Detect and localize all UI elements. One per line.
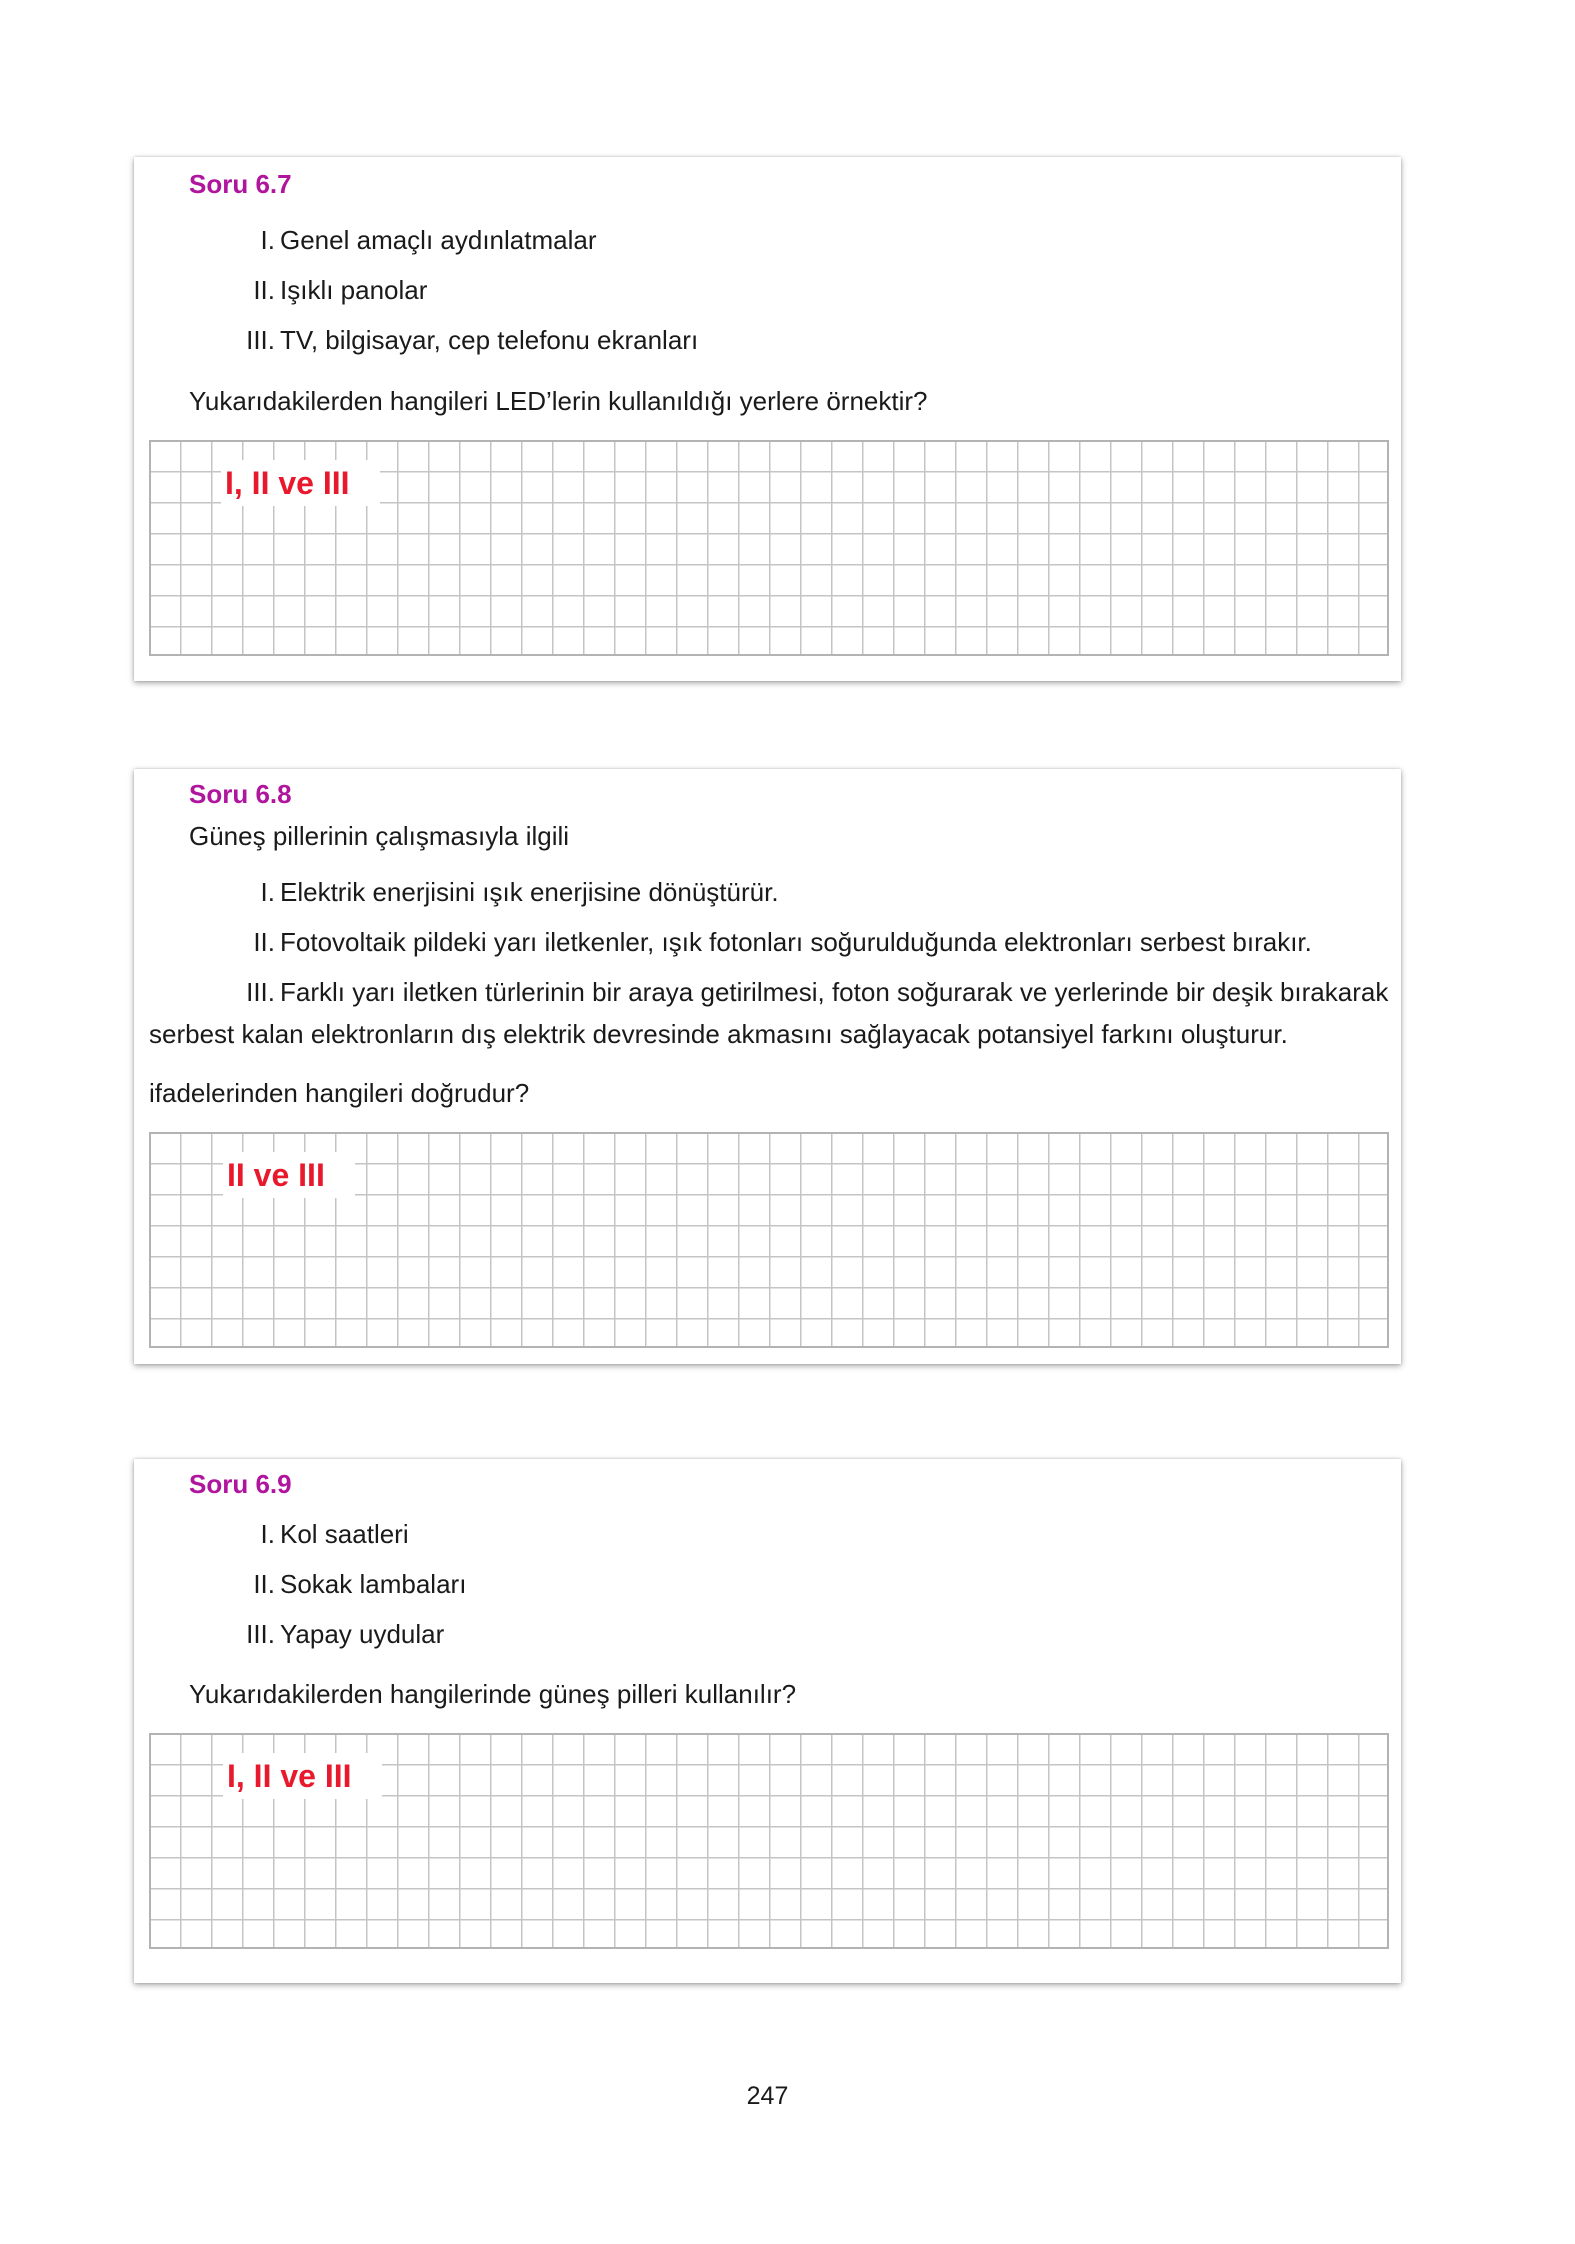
answer-grid [149,1132,1389,1348]
answer-grid [149,440,1389,656]
option-number: I. [260,1519,275,1549]
option-text: TV, bilgisayar, cep telefonu ekranları [280,325,699,355]
question-card-6-9 [134,1459,1401,1983]
question-prompt: Yukarıdakilerden hangileri LED’lerin kullanıldığı yerlere örnektir? [189,386,928,416]
option-number: II. [253,1569,275,1599]
option-1 [260,877,779,908]
answer-text: I, II ve III [223,1753,382,1799]
option-2 [253,275,428,306]
option-3-continuation: serbest kalan elektronların dış elektrik devresinde akmasını sağlayacak potansiyel farkını oluşturur. [149,1019,1288,1049]
option-number: I. [260,225,275,255]
option-text: Elektrik enerjisini ışık enerjisine dönüştürür. [280,877,779,907]
answer-text: II ve III [223,1152,355,1198]
option-1 [260,1519,409,1550]
question-prompt: Yukarıdakilerden hangilerinde güneş pilleri kullanılır? [189,1679,797,1709]
option-2 [253,927,1312,958]
option-text: Fotovoltaik pildeki yarı iletkenler, ışık fotonları soğurulduğunda elektronları serbest bırakır. [280,927,1312,957]
answer-grid [149,1733,1389,1949]
option-text: Genel amaçlı aydınlatmalar [280,225,597,255]
option-text: Farklı yarı iletken türlerinin bir araya getirilmesi, foton soğurarak ve yerlerinde bir deşik bırakarak [280,977,1389,1007]
option-2 [253,1569,467,1600]
option-number: III. [246,977,275,1007]
option-3 [246,1619,445,1650]
option-number: II. [253,275,275,305]
question-title: Soru 6.7 [189,169,292,199]
option-text: Sokak lambaları [280,1569,467,1599]
option-text: Kol saatleri [280,1519,409,1549]
question-card-6-7 [134,157,1401,681]
question-title: Soru 6.8 [189,779,292,809]
option-text: Yapay uydular [280,1619,445,1649]
option-number: III. [246,325,275,355]
option-1 [260,225,597,256]
question-card-6-8 [134,769,1401,1364]
option-3 [246,977,1389,1008]
option-number: I. [260,877,275,907]
option-number: III. [246,1619,275,1649]
page-number: 247 [746,2082,789,2110]
question-prompt: ifadelerinden hangileri doğrudur? [149,1078,530,1108]
option-3 [246,325,699,356]
question-title: Soru 6.9 [189,1469,292,1499]
option-number: II. [253,927,275,957]
option-text: Işıklı panolar [280,275,428,305]
answer-text: I, II ve III [221,460,380,506]
question-intro: Güneş pillerinin çalışmasıyla ilgili [189,821,570,851]
